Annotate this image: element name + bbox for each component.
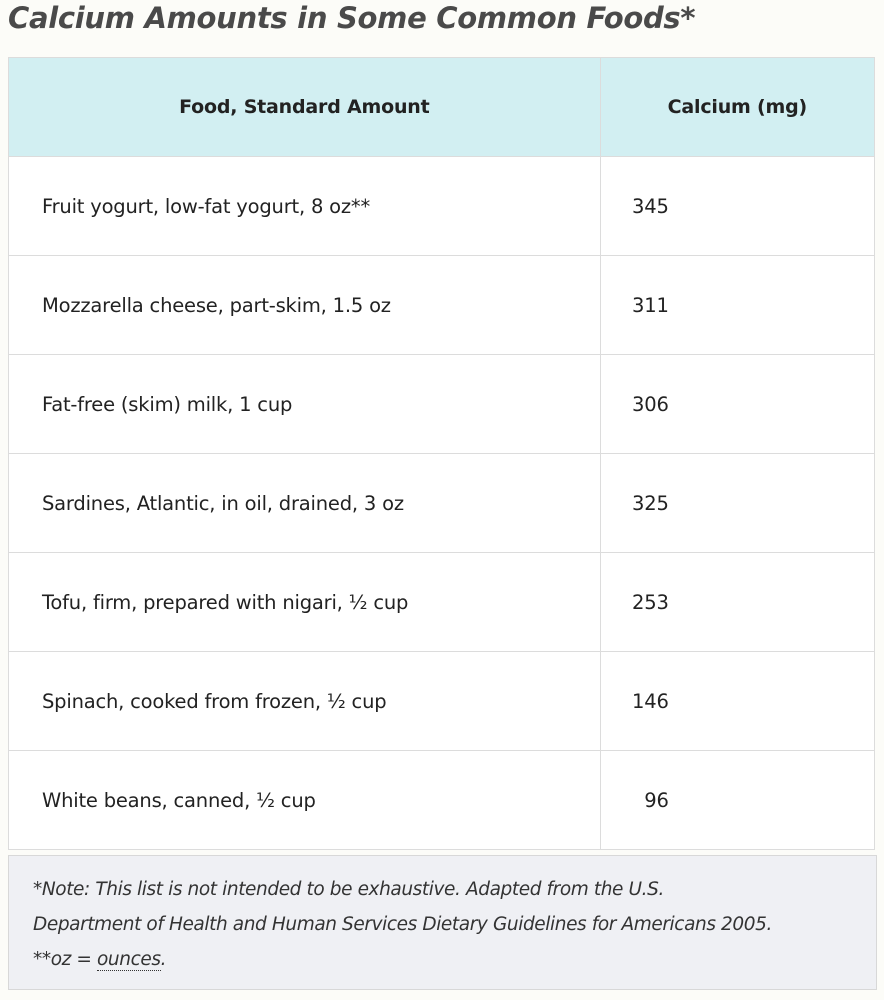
footnote-line-1: *Note: This list is not intended to be exhaustive. Adapted from the U.S.: [33, 879, 664, 900]
food-cell: Sardines, Atlantic, in oil, drained, 3 oz: [9, 454, 601, 553]
calcium-value: 96: [644, 788, 669, 812]
calcium-cell: [600, 652, 874, 751]
calcium-cell: [600, 553, 874, 652]
food-cell: Tofu, firm, prepared with nigari, ½ cup: [9, 553, 601, 652]
calcium-value: 306: [632, 392, 669, 416]
food-cell: Fat-free (skim) milk, 1 cup: [9, 355, 601, 454]
calcium-value: 311: [632, 293, 669, 317]
table-row: [9, 157, 875, 256]
food-cell: Fruit yogurt, low-fat yogurt, 8 oz**: [9, 157, 601, 256]
calcium-cell: [600, 157, 874, 256]
calcium-value: 253: [632, 590, 669, 614]
calcium-cell: [600, 256, 874, 355]
calcium-value: 325: [632, 491, 669, 515]
food-cell: White beans, canned, ½ cup: [9, 751, 601, 850]
food-cell: Spinach, cooked from frozen, ½ cup: [9, 652, 601, 751]
table-header-row: [9, 58, 875, 157]
footnote-line-3: [33, 942, 876, 977]
ounces-abbreviation[interactable]: ounces: [97, 949, 161, 970]
calcium-table: [8, 57, 875, 850]
footnote-prefix: **oz =: [33, 949, 97, 970]
page-title: Calcium Amounts in Some Common Foods*: [8, 1, 696, 35]
calcium-cell: [600, 454, 874, 553]
column-header-calcium: Calcium (mg): [600, 58, 874, 157]
table-footnote: [8, 855, 877, 990]
footnote-suffix: .: [160, 949, 167, 970]
table-row: [9, 553, 875, 652]
column-header-food: Food, Standard Amount: [9, 58, 601, 157]
calcium-value: 345: [632, 194, 669, 218]
table-row: [9, 256, 875, 355]
footnote-line-2: Department of Health and Human Services Dietary Guidelines for Americans 2005.: [33, 914, 773, 935]
table-row: [9, 751, 875, 850]
food-cell: Mozzarella cheese, part-skim, 1.5 oz: [9, 256, 601, 355]
table-row: [9, 652, 875, 751]
calcium-cell: [600, 355, 874, 454]
calcium-cell: [600, 751, 874, 850]
table-row: [9, 355, 875, 454]
calcium-value: 146: [632, 689, 669, 713]
table-row: [9, 454, 875, 553]
